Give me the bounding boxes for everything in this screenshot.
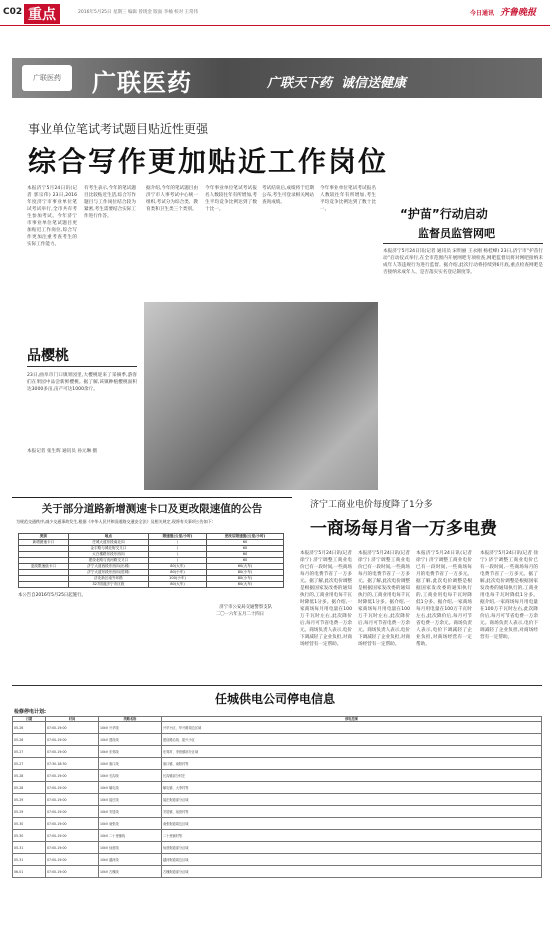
outage-cell: 07:00-19:00 xyxy=(46,830,99,842)
outage-row xyxy=(13,842,542,854)
outage-title: 任城供电公司停电信息 xyxy=(214,692,335,706)
notice-title: 关于部分道路新增测速卡口及更改限速值的公告 xyxy=(41,503,263,515)
outage-cell: 越河街道周边区域 xyxy=(162,854,542,866)
issue-meta: 2016年5月25日 星期三 编辑 曾现金 版面 李楠 校对 王常伟 xyxy=(78,10,199,15)
notice-cell: 太白楼路东段东西向 xyxy=(68,552,148,558)
outage-row xyxy=(13,782,542,794)
strawberry-credit: 本报记者 张生辉 通讯员 孙元琳 摄 xyxy=(27,449,98,454)
outage-row xyxy=(13,734,542,746)
outage-cell: 05-28 xyxy=(13,782,46,794)
outage-row xyxy=(13,746,542,758)
outage-cell: 10kV 南张线 xyxy=(99,818,162,830)
notice-signer: 济宁市公安局交通警察支队 xyxy=(219,605,272,610)
notice-table xyxy=(18,533,284,588)
commerce-kicker: 济宁工商业电价每度降了1分多 xyxy=(310,500,433,510)
notice-intro: 为规范交通秩序,减少交通事故发生,根据《中华人民共和国道路交通安全法》及相关规定,现将有关事项公告如下: xyxy=(16,519,214,524)
notice-cell: 60 xyxy=(206,540,283,546)
outage-col: 时间 xyxy=(46,717,99,722)
notice-cell: 新增测速卡口 xyxy=(19,540,69,546)
notice-cell: \ xyxy=(149,552,207,558)
outage-row xyxy=(13,806,542,818)
strawberry-title: 品樱桃 xyxy=(27,348,69,364)
outage-cell: 东郊村、李营镇部分区域 xyxy=(162,746,542,758)
commerce-col-1: 本报济宁5月24日讯(记者 徐宁) 济宁调整工商业电价已有一段时间,一些商场每月的电费节省了一万多元。据了解,此次电价调整是根据国家发改委的通知执行的,工商业用电每千瓦时降低1分多。据介绍,一家商场每月用电量在100万千瓦时左右,此次降价后,每月可节省电费一万余元。商场负责人表示,电价下调减轻了企业负担,对商场经营有一定帮助。 xyxy=(300,551,352,647)
outage-cell: 10kV 二十里铺线 xyxy=(99,830,162,842)
outage-cell: 07:00-19:00 xyxy=(46,770,99,782)
outage-cell: 10kV 东郊线 xyxy=(99,746,162,758)
outage-cell: 05-29 xyxy=(13,806,46,818)
outage-cell: 05-31 xyxy=(13,854,46,866)
notice-col: 地点 xyxy=(68,534,148,540)
outage-cell: 10kV 越河线 xyxy=(99,854,162,866)
outage-row xyxy=(13,722,542,734)
outage-cell: 05-27 xyxy=(13,746,46,758)
commerce-col-2: 本报济宁5月24日讯(记者 徐宁) 济宁调整工商业电价已有一段时间,一些商场每月的电费节省了一万多元。据了解,此次电价调整是根据国家发改委的通知执行的,工商业用电每千瓦时降低1分多。据介绍,一家商场每月用电量在100万千瓦时左右,此次降价后,每月可节省电费一万余元。商场负责人表示,电价下调减轻了企业负担,对商场经营有一定帮助。 xyxy=(358,551,410,647)
outage-cell: 07:00-19:00 xyxy=(46,842,99,854)
notice-cell: \ xyxy=(149,540,207,546)
notice-col: 限速值(公里/小时) xyxy=(149,534,207,540)
side-story-title: “护苗”行动启动 xyxy=(400,207,488,221)
notice-cell: 60(大车) xyxy=(206,582,283,588)
notice-cell: 80(小车) xyxy=(149,570,207,576)
outage-row xyxy=(13,794,542,806)
outage-cell: 仙营街道部分区域 xyxy=(162,842,542,854)
outage-cell: 07:00-19:00 xyxy=(46,746,99,758)
lead-kicker: 事业单位笔试考试题目贴近性更强 xyxy=(28,122,209,136)
outage-cell: 07:30-18:30 xyxy=(46,758,99,770)
outage-cell: 10kV 喻屯线 xyxy=(99,782,162,794)
outage-cell: 二十里铺村等 xyxy=(162,830,542,842)
strawberry-rule xyxy=(27,366,137,367)
outage-cell: 05-30 xyxy=(13,830,46,842)
outage-cell: 07:00-19:00 xyxy=(46,794,99,806)
outage-cell: 05-26 xyxy=(13,734,46,746)
page-header xyxy=(0,4,550,24)
logo-badge xyxy=(22,65,72,91)
outage-cell: 05-28 xyxy=(13,770,46,782)
strawberry-body: 23日,曲阜市门口镇果园里,大樱桃迎来了采摘季,游客们在果园中品尝新鲜樱桃。据了解,该镇种植樱桃面积达3000多亩,亩产可达1000余斤。 xyxy=(27,373,137,392)
lead-col-4: 今年事业单位笔试考试报名人数较往年有所增加,考生平均竞争比例达到了数十比一。 xyxy=(205,186,257,212)
commerce-col-4: 本报济宁5月24日讯(记者 徐宁) 济宁调整工商业电价已有一段时间,一些商场每月的电费节省了一万多元。据了解,此次电价调整是根据国家发改委的通知执行的,工商业用电每千瓦时降低1分多。据介绍,一家商场每月用电量在100万千瓦时左右,此次降价后,每月可节省电费一万余元。商场负责人表示,电价下调减轻了企业负担,对商场经营有一定帮助。 xyxy=(480,551,538,640)
lead-col-1: 本报济宁5月24日讯(记者 郭宗伟) 23日,2016年度济宁市事业单位笔试考试举行,全市共有考生参加考试。今年济宁市事业单位笔试题目更加贴近工作岗位,综合写作更加注重考查考生的实际工作能力。 xyxy=(27,186,77,247)
brand-left: 今日通讯 xyxy=(470,10,495,17)
notice-cell: 济宁大道东段东西向(进城) xyxy=(68,570,148,576)
notice-cell: 100(小车) xyxy=(149,576,207,582)
outage-cell: 07:00-19:00 xyxy=(46,818,99,830)
outage-cell: 10kV 唐口线 xyxy=(99,758,162,770)
outage-cell: 10kV 长沟线 xyxy=(99,770,162,782)
outage-cell: 05-26 xyxy=(13,722,46,734)
side-story-rule xyxy=(383,243,543,244)
outage-row xyxy=(13,818,542,830)
notice-cell: 60 xyxy=(206,552,283,558)
outage-cell: 安居镇、前营村等 xyxy=(162,806,542,818)
ad-banner xyxy=(12,58,542,98)
notice-footer: 本公告自2016年5月25日起施行。 xyxy=(18,593,86,598)
notice-cell: 80(小车) xyxy=(206,576,283,582)
notice-col: 类别 xyxy=(19,534,69,540)
outage-cell: 长沟镇部分村庄 xyxy=(162,770,542,782)
lead-col-6: 今年事业单位笔试考试报名人数较往年有所增加,考生平均竞争比例达到了数十比一。 xyxy=(320,186,376,212)
outage-top-rule xyxy=(12,685,542,686)
outage-cell: 07:00-19:00 xyxy=(46,854,99,866)
lead-col-3: 据介绍,今年的笔试题目由济宁市人事考试中心统一组织,考试分为综合类、教育类和卫生类三个类别。 xyxy=(146,186,198,212)
outage-cell: 05-30 xyxy=(13,818,46,830)
outage-cell: 接庄街道部分区域 xyxy=(162,794,542,806)
outage-cell: 唐口镇、南阳村等 xyxy=(162,758,542,770)
outage-cell: 07:00-19:00 xyxy=(46,722,99,734)
strawberry-photo xyxy=(144,302,378,490)
side-story-body: 本报济宁5月24日讯(记者 通讯员 宋明丽 王永刚 杨桂峰) 23日,济宁市“护苗行动”启动仪式举行,在全市范围内开展网吧专项检查,网吧监督员将对网吧接纳未成年人等违规行为进行监督。据介绍,此次行动将持续到6月底,重点检查网吧是否接纳未成年人、是否落实实名登记制度等。 xyxy=(383,249,543,275)
notice-date: 二〇一六年五月二十四日 xyxy=(215,612,264,617)
outage-row xyxy=(13,770,542,782)
outage-cell: 古槐街道部分区域 xyxy=(162,866,542,878)
notice-cell: 60(大车) xyxy=(206,564,283,570)
outage-cell: 10kV 仙营线 xyxy=(99,842,162,854)
notice-cell: 80(大车) xyxy=(149,564,207,570)
outage-cell: 10kV 兴华线 xyxy=(99,722,162,734)
notice-row xyxy=(19,582,284,588)
notice-cell: 济北新区南外环路 xyxy=(68,576,148,582)
side-story-subtitle: 监督员监管网吧 xyxy=(418,227,495,240)
outage-cell: 兴华小区、华兴路周边区域 xyxy=(162,722,542,734)
outage-cell: 南张街道周边区域 xyxy=(162,818,542,830)
outage-col: 停电范围 xyxy=(162,717,542,722)
notice-cell: \ xyxy=(149,546,207,552)
outage-row xyxy=(13,830,542,842)
notice-cell: 济宁大道西段东西向(出城) xyxy=(68,564,148,570)
outage-cell: 10kV 古槐线 xyxy=(99,866,162,878)
page-number: C02 xyxy=(3,7,23,17)
notice-cell: 任城大道东段南北向 xyxy=(68,540,148,546)
outage-col: 日期 xyxy=(13,717,46,722)
notice-cell: 60 xyxy=(206,558,283,564)
outage-col: 线路名称 xyxy=(99,717,162,722)
header-rule xyxy=(0,25,550,26)
notice-cell: 金宇路与城北街交叉口 xyxy=(68,546,148,552)
outage-cell: 05-27 xyxy=(13,758,46,770)
notice-cell: 327国道济宁市区段 xyxy=(68,582,148,588)
notice-cell: 80(大车) xyxy=(149,582,207,588)
outage-cell: 建设路沿线、振兴小区 xyxy=(162,734,542,746)
outage-cell: 10kV 建设线 xyxy=(99,734,162,746)
banner-slogan: 广联天下药 诚信送健康 xyxy=(267,76,407,91)
outage-cell: 喻屯镇、大李村等 xyxy=(162,782,542,794)
notice-cell xyxy=(19,582,69,588)
outage-row xyxy=(13,866,542,878)
notice-cell: 60 xyxy=(206,546,283,552)
outage-subtitle: 检修停电计划: xyxy=(14,709,47,715)
outage-cell: 06-01 xyxy=(13,866,46,878)
lead-headline: 综合写作更加贴近工作岗位 xyxy=(28,145,389,178)
outage-cell: 10kV 接庄线 xyxy=(99,794,162,806)
notice-cell: \ xyxy=(149,558,207,564)
outage-cell: 05-29 xyxy=(13,794,46,806)
outage-cell: 07:00-19:00 xyxy=(46,782,99,794)
outage-table xyxy=(12,716,542,878)
commerce-headline: 一商场每月省一万多电费 xyxy=(310,519,497,539)
outage-row xyxy=(13,854,542,866)
notice-cell: 建设北路与洸河路交叉口 xyxy=(68,558,148,564)
outage-cell: 07:00-19:00 xyxy=(46,734,99,746)
outage-row xyxy=(13,758,542,770)
brand-right: 齐鲁晚报 xyxy=(500,8,537,18)
logo-text: 广联医药 xyxy=(33,74,61,82)
lead-col-2: 有考生表示,今年的笔试题目比较贴近生活,综合写作题目与工作岗位结合较为紧密,考生需要结合实际工作进行作答。 xyxy=(84,186,136,219)
outage-cell: 07:00-19:00 xyxy=(46,806,99,818)
outage-cell: 05-31 xyxy=(13,842,46,854)
notice-col: 更改后限速值(公里/小时) xyxy=(206,534,283,540)
banner-title: 广联医药 xyxy=(92,68,192,97)
outage-cell: 10kV 安居线 xyxy=(99,806,162,818)
notice-cell: 80(小车) xyxy=(206,570,283,576)
outage-cell: 07:00-19:00 xyxy=(46,866,99,878)
commerce-col-3: 本报济宁5月24日讯(记者 徐宁) 济宁调整工商业电价已有一段时间,一些商场每月的电费节省了一万多元。据了解,此次电价调整是根据国家发改委的通知执行的,工商业用电每千瓦时降低1分多。据介绍,一家商场每月用电量在100万千瓦时左右,此次降价后,每月可节省电费一万余元。商场负责人表示,电价下调减轻了企业负担,对商场经营有一定帮助。 xyxy=(416,551,472,647)
section-label: 重点 xyxy=(24,4,60,24)
lead-col-5: 考试结束后,成绩将于近期公布,考生可登录相关网站查询成绩。 xyxy=(262,186,314,205)
traffic-notice xyxy=(12,497,292,668)
notice-cell: 更改限速值卡口 xyxy=(19,564,69,570)
